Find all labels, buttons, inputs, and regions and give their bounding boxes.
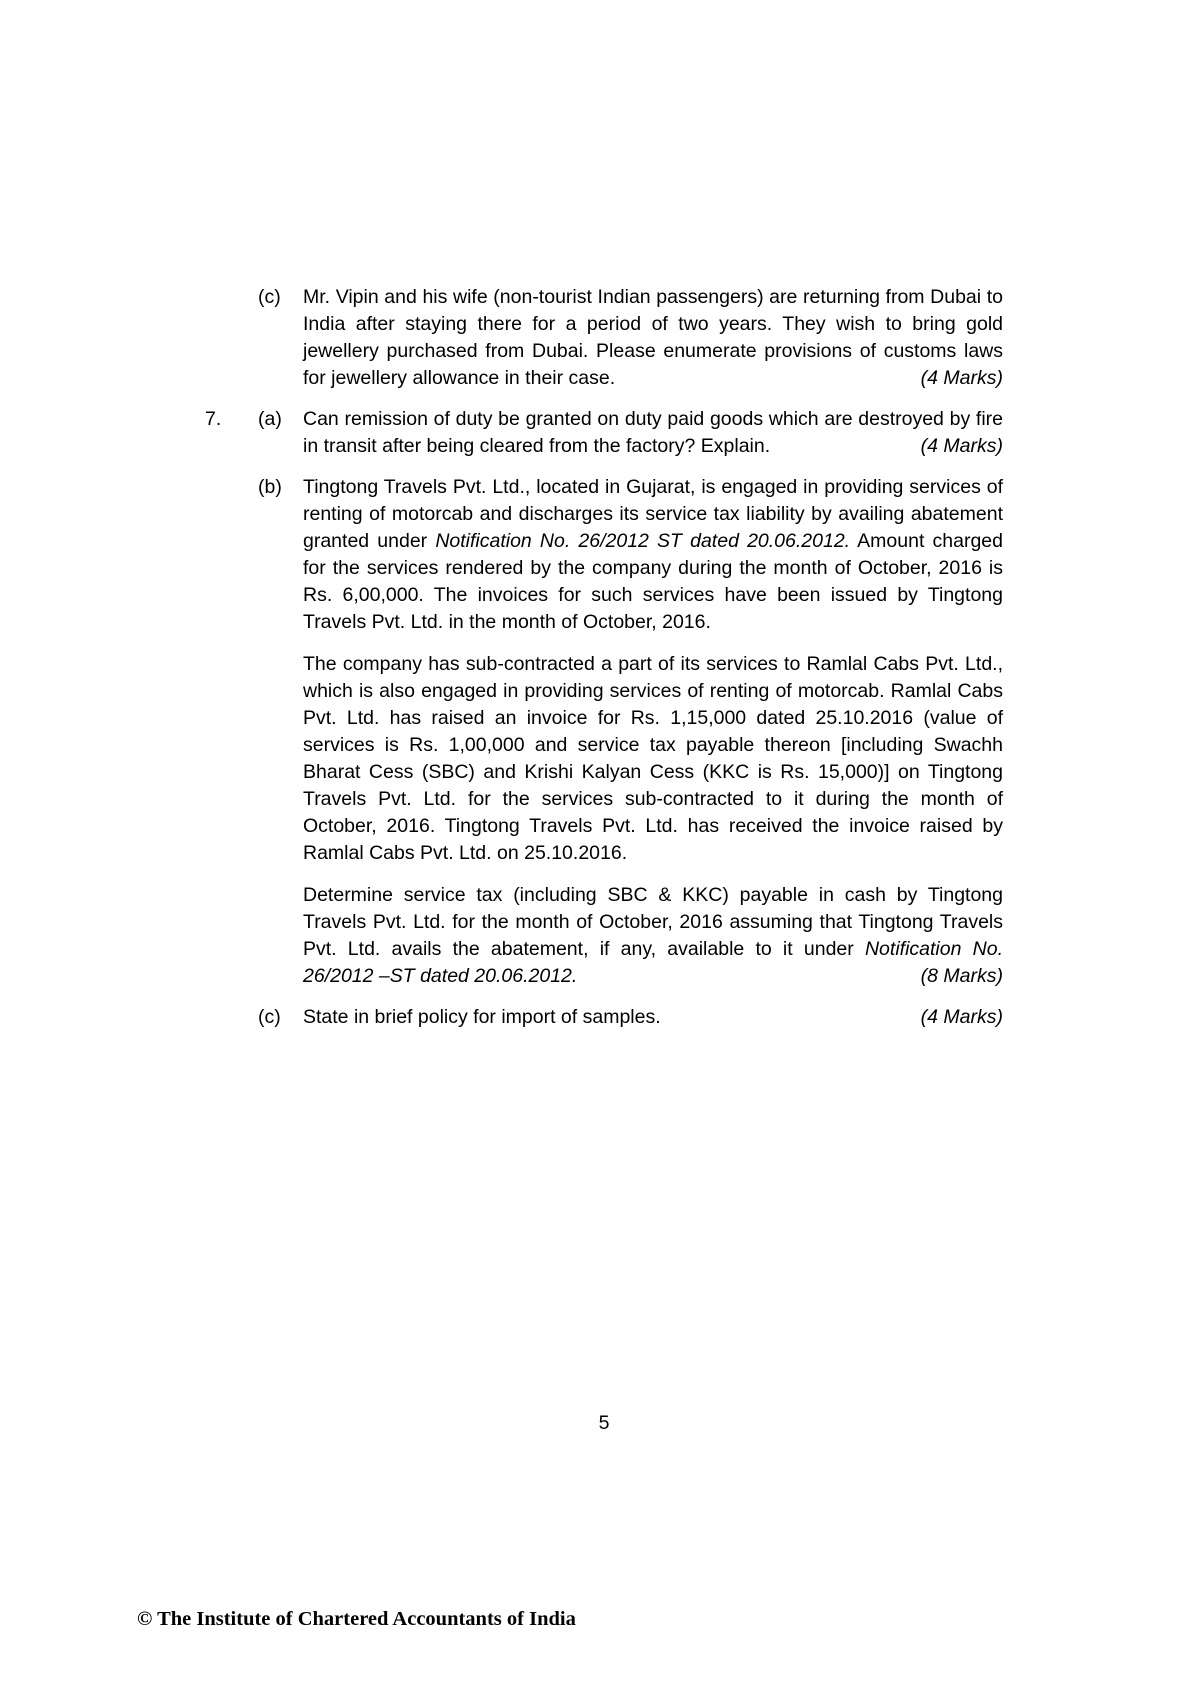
question-body — [303, 284, 1003, 392]
paragraph-text: Determine service tax (including SBC & KKC) payable in cash by Tingtong Travels Pvt. Ltd. for the month of October, 2016 assuming that Tingtong Travels Pvt. Ltd. avails the abatement, if any, available to it under — [303, 884, 1003, 960]
question-paragraph — [303, 284, 1003, 392]
question-part-label: (c) — [258, 1006, 281, 1028]
question-part-label: (c) — [258, 286, 281, 308]
question-number: 7. — [205, 408, 222, 430]
paragraph-text: Mr. Vipin and his wife (non-tourist Indian passengers) are returning from Dubai to India after staying there for a period of two years. They wish to bring gold jewellery purchased from Dubai. Please enumerate provisions of customs laws for jewellery allowance in their case. — [303, 286, 1003, 389]
question-paragraph — [303, 651, 1003, 867]
question-part-label: (b) — [258, 476, 282, 498]
notification-reference: Notification No. 26/2012 –ST dated 20.06.2012. — [303, 938, 1003, 987]
paragraph-text: Can remission of duty be granted on duty paid goods which are destroyed by fire in transit after being cleared from the factory? Explain. — [303, 408, 1003, 457]
marks-label: (4 Marks) — [913, 1004, 1003, 1031]
question-item — [205, 474, 1003, 990]
question-item — [205, 406, 1003, 460]
question-body — [303, 406, 1003, 460]
question-number — [205, 474, 258, 990]
paragraph-text: The company has sub-contracted a part of its services to Ramlal Cabs Pvt. Ltd., which is also engaged in providing services of renting of motorcab. Ramlal Cabs Pvt. Ltd. has raised an invoice for Rs. 1,15,000 dated 25.10.2016 (value of services is Rs. 1,00,000 and service tax payable thereon [including Swachh Bharat Cess (SBC) and Krishi Kalyan Cess (KKC is Rs. 15,000)] on Tingtong Travels Pvt. Ltd. for the services sub-contracted to it during the month of October, 2016. Tingtong Travels Pvt. Ltd. has received the invoice raised by Ramlal Cabs Pvt. Ltd. on 25.10.2016. — [303, 653, 1003, 864]
question-item — [205, 284, 1003, 392]
question-part-label: (a) — [258, 408, 282, 430]
question-paragraph — [303, 882, 1003, 990]
question-item — [205, 1004, 1003, 1031]
notification-reference: Notification No. 26/2012 ST dated 20.06.2012. — [435, 530, 851, 552]
paragraph-text: State in brief policy for import of samples. — [303, 1006, 661, 1028]
question-paragraph — [303, 1004, 1003, 1031]
question-body — [303, 474, 1003, 990]
questions-area — [205, 284, 1003, 1045]
question-body — [303, 1004, 1003, 1031]
page-number: 5 — [598, 1412, 610, 1434]
copyright-footer: © The Institute of Chartered Accountants of India — [137, 1608, 576, 1630]
question-paragraph — [303, 406, 1003, 460]
paragraph-text: Amount charged for the services rendered by the company during the month of October, 2016 is Rs. 6,00,000. The invoices for such services have been issued by Tingtong Travels Pvt. Ltd. in the month of October, 2016. — [303, 530, 1003, 633]
paragraph-text: Tingtong Travels Pvt. Ltd., located in Gujarat, is engaged in providing services of renting of motorcab and discharges its service tax liability by availing abatement granted under — [303, 476, 1003, 552]
question-number — [205, 284, 258, 392]
marks-label: (8 Marks) — [913, 963, 1003, 990]
question-paragraph — [303, 474, 1003, 636]
marks-label: (4 Marks) — [913, 365, 1003, 392]
question-number — [205, 1004, 258, 1031]
marks-label: (4 Marks) — [913, 433, 1003, 460]
